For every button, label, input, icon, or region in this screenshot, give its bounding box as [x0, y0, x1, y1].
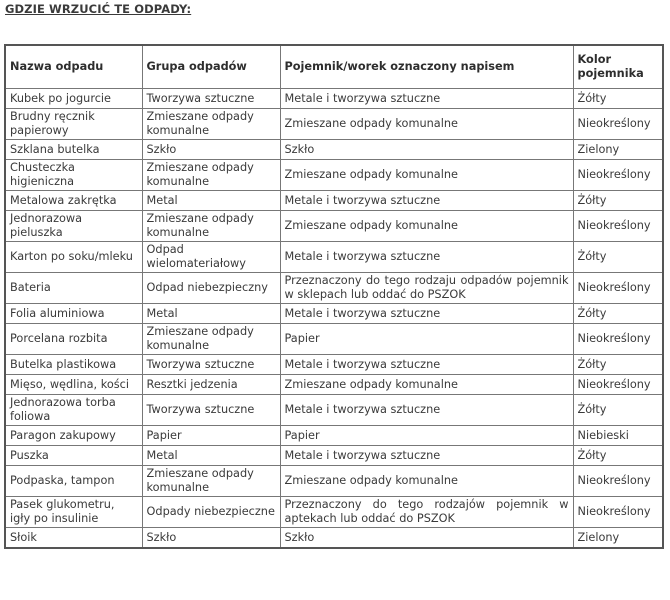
- table-row: [5, 191, 663, 211]
- cell-waste-group: Tworzywa sztuczne: [142, 355, 280, 375]
- cell-waste-name: Mięso, wędlina, kości: [5, 375, 142, 395]
- table-body: [5, 89, 663, 549]
- cell-container-label: Zmieszane odpady komunalne: [280, 375, 573, 395]
- cell-container-color: Nieokreślony: [573, 466, 663, 497]
- cell-container-color: Niebieski: [573, 426, 663, 446]
- cell-container-label: Zmieszane odpady komunalne: [280, 109, 573, 140]
- cell-waste-group: Resztki jedzenia: [142, 375, 280, 395]
- cell-waste-name: Pasek glukometru, igły po insulinie: [5, 497, 142, 528]
- cell-waste-group: Metal: [142, 446, 280, 466]
- cell-container-label: Metale i tworzywa sztuczne: [280, 355, 573, 375]
- table-row: [5, 426, 663, 446]
- cell-waste-group: Odpady niebezpieczne: [142, 497, 280, 528]
- cell-waste-group: Tworzywa sztuczne: [142, 395, 280, 426]
- cell-waste-name: Butelka plastikowa: [5, 355, 142, 375]
- cell-waste-group: Szkło: [142, 528, 280, 549]
- header-container-color: Kolor pojemnika: [573, 45, 663, 89]
- cell-container-label: Metale i tworzywa sztuczne: [280, 191, 573, 211]
- cell-container-color: Żółty: [573, 355, 663, 375]
- table-row: [5, 304, 663, 324]
- header-waste-group: Grupa odpadów: [142, 45, 280, 89]
- cell-container-color: Zielony: [573, 528, 663, 549]
- cell-container-color: Żółty: [573, 191, 663, 211]
- cell-container-label: Metale i tworzywa sztuczne: [280, 304, 573, 324]
- table-row: [5, 242, 663, 273]
- cell-container-color: Żółty: [573, 446, 663, 466]
- table-row: [5, 355, 663, 375]
- cell-waste-group: Papier: [142, 426, 280, 446]
- cell-waste-name: Karton po soku/mleku: [5, 242, 142, 273]
- cell-container-color: Nieokreślony: [573, 324, 663, 355]
- cell-waste-group: Odpad wielomateriałowy: [142, 242, 280, 273]
- cell-waste-name: Porcelana rozbita: [5, 324, 142, 355]
- table-row: [5, 466, 663, 497]
- cell-waste-group: Metal: [142, 191, 280, 211]
- table-row: [5, 375, 663, 395]
- cell-container-color: Żółty: [573, 242, 663, 273]
- header-container-label: Pojemnik/worek oznaczony napisem: [280, 45, 573, 89]
- table-row: [5, 109, 663, 140]
- cell-container-color: Nieokreślony: [573, 497, 663, 528]
- cell-container-label: Metale i tworzywa sztuczne: [280, 89, 573, 109]
- cell-container-color: Żółty: [573, 89, 663, 109]
- table-row: [5, 211, 663, 242]
- cell-container-label: Przeznaczony do tego rodzajów pojemnik w aptekach lub oddać do PSZOK: [280, 497, 573, 528]
- cell-container-label: Metale i tworzywa sztuczne: [280, 242, 573, 273]
- cell-container-label: Zmieszane odpady komunalne: [280, 466, 573, 497]
- header-waste-name: Nazwa odpadu: [5, 45, 142, 89]
- table-row: [5, 528, 663, 549]
- cell-container-label: Metale i tworzywa sztuczne: [280, 446, 573, 466]
- table-row: [5, 497, 663, 528]
- cell-waste-name: Bateria: [5, 273, 142, 304]
- cell-container-color: Żółty: [573, 304, 663, 324]
- table-header-row: [5, 45, 663, 89]
- cell-waste-group: Tworzywa sztuczne: [142, 89, 280, 109]
- cell-container-color: Zielony: [573, 140, 663, 160]
- table-row: [5, 160, 663, 191]
- cell-waste-group: Szkło: [142, 140, 280, 160]
- cell-container-label: Papier: [280, 426, 573, 446]
- cell-container-color: Nieokreślony: [573, 375, 663, 395]
- waste-sorting-table: [4, 44, 664, 549]
- table-row: [5, 273, 663, 304]
- cell-waste-name: Słoik: [5, 528, 142, 549]
- cell-container-label: Zmieszane odpady komunalne: [280, 211, 573, 242]
- cell-container-color: Nieokreślony: [573, 160, 663, 191]
- cell-container-label: Zmieszane odpady komunalne: [280, 160, 573, 191]
- cell-waste-name: Podpaska, tampon: [5, 466, 142, 497]
- cell-container-color: Nieokreślony: [573, 211, 663, 242]
- cell-waste-name: Szklana butelka: [5, 140, 142, 160]
- cell-waste-group: Zmieszane odpady komunalne: [142, 211, 280, 242]
- cell-waste-name: Paragon zakupowy: [5, 426, 142, 446]
- cell-container-label: Papier: [280, 324, 573, 355]
- table-row: [5, 446, 663, 466]
- cell-waste-group: Odpad niebezpieczny: [142, 273, 280, 304]
- cell-container-color: Nieokreślony: [573, 109, 663, 140]
- cell-waste-name: Jednorazowa torba foliowa: [5, 395, 142, 426]
- cell-waste-name: Chusteczka higieniczna: [5, 160, 142, 191]
- table-row: [5, 140, 663, 160]
- cell-container-color: Żółty: [573, 395, 663, 426]
- cell-waste-name: Brudny ręcznik papierowy: [5, 109, 142, 140]
- cell-waste-name: Puszka: [5, 446, 142, 466]
- cell-container-label: Przeznaczony do tego rodzaju odpadów pojemnik w sklepach lub oddać do PSZOK: [280, 273, 573, 304]
- cell-container-label: Metale i tworzywa sztuczne: [280, 395, 573, 426]
- cell-waste-name: Metalowa zakrętka: [5, 191, 142, 211]
- cell-waste-group: Zmieszane odpady komunalne: [142, 160, 280, 191]
- cell-waste-group: Metal: [142, 304, 280, 324]
- cell-waste-name: Kubek po jogurcie: [5, 89, 142, 109]
- cell-waste-group: Zmieszane odpady komunalne: [142, 109, 280, 140]
- cell-waste-name: Jednorazowa pieluszka: [5, 211, 142, 242]
- page-heading: GDZIE WRZUCIĆ TE ODPADY:: [5, 2, 192, 16]
- cell-waste-group: Zmieszane odpady komunalne: [142, 466, 280, 497]
- cell-container-color: Nieokreślony: [573, 273, 663, 304]
- cell-waste-group: Zmieszane odpady komunalne: [142, 324, 280, 355]
- cell-container-label: Szkło: [280, 140, 573, 160]
- table-row: [5, 395, 663, 426]
- table-row: [5, 89, 663, 109]
- table-row: [5, 324, 663, 355]
- cell-waste-name: Folia aluminiowa: [5, 304, 142, 324]
- cell-container-label: Szkło: [280, 528, 573, 549]
